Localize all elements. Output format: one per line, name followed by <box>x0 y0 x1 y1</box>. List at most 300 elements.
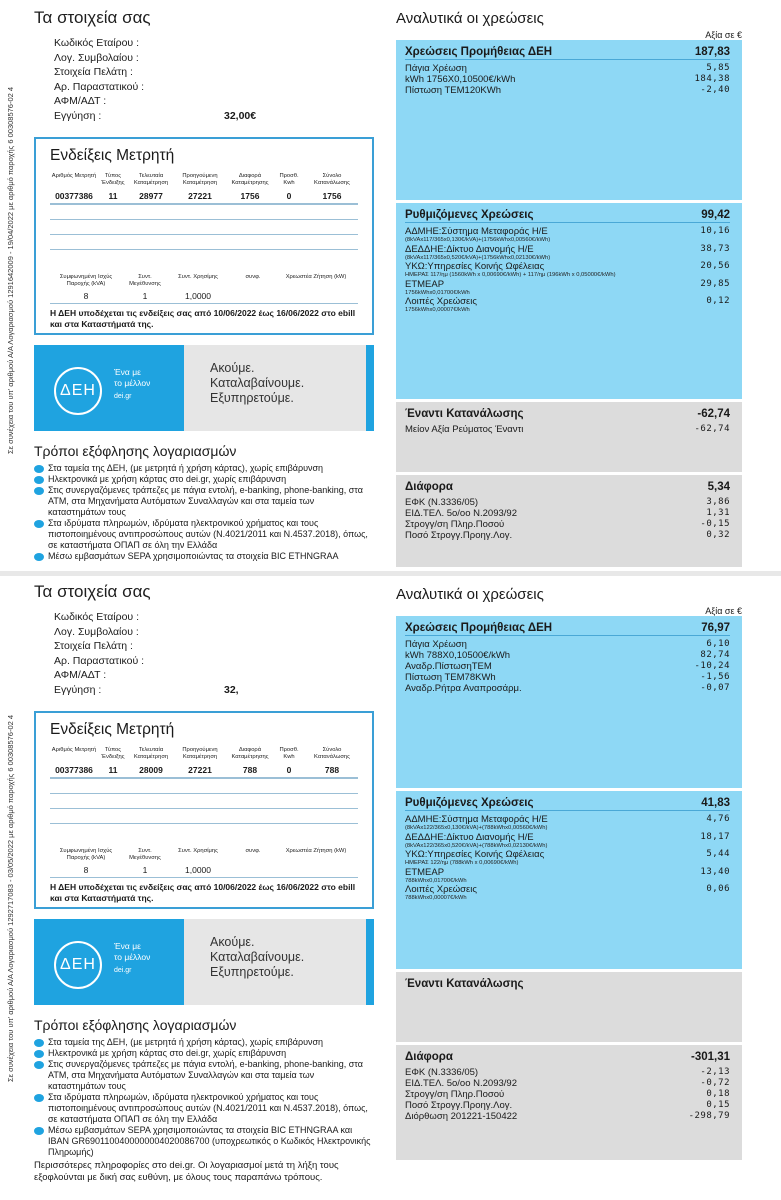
charge-label: ΑΔΜΗΕ:Σύστημα Μεταφοράς Η/Ε <box>405 814 548 825</box>
charge-label: ΑΔΜΗΕ:Σύστημα Μεταφοράς Η/Ε <box>405 226 548 237</box>
charge-line <box>405 639 730 650</box>
payment-item <box>34 1059 374 1092</box>
banner-logo-panel <box>34 345 184 431</box>
power-value: 1 <box>142 291 148 301</box>
meter-header: Προσθ. Κwh <box>279 747 299 760</box>
consumption-advance <box>396 972 742 1042</box>
dei-logo: ΔΕΗ <box>54 367 102 415</box>
charge-formula: (8kVAx122/365x0,130€/kVA)+(788kWhx0,00560€/kWh) <box>405 825 548 831</box>
charge-label: Αναδρ.ΠίστωσηΤΕΜ <box>405 661 492 672</box>
charge-label: Λοιπές Χρεώσεις <box>405 884 477 895</box>
power-header: Χρεωστέα Ζήτηση (kW) <box>285 274 347 280</box>
side-reference-text: Σε συνέχεια του υπ' αριθμού Α/Α Λογαριασμού 1291642009 - 19/04/2022 με αριθμό παροχής 6 00308576-02 4 <box>6 86 15 454</box>
meter-header-row <box>50 747 358 761</box>
payment-item <box>34 463 374 474</box>
meter-value: 27221 <box>188 191 212 201</box>
charge-label: Στρογγ/ση Πληρ.Ποσού <box>405 1089 505 1100</box>
value-column-label: Αξία σε € <box>705 606 742 616</box>
charge-value: -2,40 <box>700 85 730 95</box>
supply-title: Χρεώσεις Προμήθειας ΔΕΗ <box>405 46 553 58</box>
banner-line: Καταλαβαίνουμε. <box>210 376 305 390</box>
charge-label: Ποσό Στρογγ.Προηγ.Λογ. <box>405 1100 513 1111</box>
payment-title: Τρόποι εξόφλησης λογαριασμών <box>34 443 237 459</box>
details-label: ΑΦΜ/ΑΔΤ : <box>54 95 107 107</box>
charge-line <box>405 74 730 85</box>
details-label: Εγγύηση : <box>54 683 102 696</box>
payment-item <box>34 474 374 485</box>
details-row <box>34 80 374 95</box>
meter-value: 00377386 <box>55 191 93 201</box>
meter-value: 1756 <box>240 191 260 201</box>
banner-line: Ακούμε. <box>210 361 255 375</box>
power-header-row <box>50 848 358 862</box>
charge-line <box>405 832 730 850</box>
payment-item-text: Στις συνεργαζόμενες τράπεζες με πάγια εντολή, e-banking, phone-banking, στα ATM, στα Μηχανήματα Αυτόματων Συναλλαγών και στα ταμεία των καταστημάτων τους <box>48 485 363 517</box>
meter-value: 11 <box>108 765 118 775</box>
power-value: 1,0000 <box>185 291 211 301</box>
charge-line <box>405 650 730 661</box>
bullet-icon <box>34 476 44 484</box>
side-reference-text: Σε συνέχεια του υπ' αριθμού Α/Α Λογαριασμού 1292717083 - 03/05/2022 με αριθμό παροχής 6 00308576-02 4 <box>6 714 15 1082</box>
meter-value: 788 <box>324 765 340 775</box>
meter-value-row <box>50 191 358 201</box>
dei-logo: ΔΕΗ <box>54 941 102 989</box>
misc-charges <box>396 475 742 567</box>
payment-item-text: Στα ταμεία της ΔΕΗ, (με μετρητά ή χρήση κάρτας), χωρίς επιβάρυνση <box>48 463 324 473</box>
details-label: Εγγύηση : <box>54 109 102 122</box>
supply-header <box>405 46 730 60</box>
charge-label: Μείον Αξία Ρεύματος Έναντι <box>405 424 524 435</box>
charge-value: -10,24 <box>694 661 730 671</box>
charge-value: 38,73 <box>700 243 730 254</box>
details-value <box>204 94 224 109</box>
divider <box>50 793 358 808</box>
regulated-title: Ρυθμιζόμενες Χρεώσεις <box>405 797 534 809</box>
supply-total: 76,97 <box>701 622 730 634</box>
customer-column <box>34 8 374 562</box>
charge-value: -0,07 <box>700 683 730 693</box>
charge-label: ΕΦΚ (Ν.3336/05) <box>405 497 479 508</box>
meter-value: 0 <box>286 765 292 775</box>
charge-line <box>405 261 730 279</box>
details-label: ΑΦΜ/ΑΔΤ : <box>54 669 107 681</box>
charge-formula: (8kVAx122/365x0,520€/kVA)+(788kWhx0,02130€/kWh) <box>405 842 548 849</box>
charge-line <box>405 1111 730 1122</box>
meter-value: 27221 <box>188 765 212 775</box>
slogan-line: το μέλλον <box>114 378 151 388</box>
power-value-row <box>50 865 358 875</box>
charge-line <box>405 1100 730 1111</box>
details-value <box>204 80 224 95</box>
divider <box>50 204 358 219</box>
charge-formula: 788kWhx0,00007€/kWh <box>405 895 467 901</box>
meter-header: Τελευταία Καταμέτρηση <box>133 173 169 186</box>
banner-slogan <box>114 367 150 389</box>
charge-value: 6,10 <box>706 639 730 649</box>
banner-line: Καταλαβαίνουμε. <box>210 950 305 964</box>
details-value <box>204 668 224 683</box>
details-row <box>34 65 374 80</box>
guarantee-value: 32,00€ <box>224 109 257 122</box>
charge-line <box>405 849 730 867</box>
charge-value: -0,72 <box>700 1078 730 1088</box>
charge-line <box>405 63 730 74</box>
charge-formula: (8kVAx117/365x0,520€/kVA)+(1756kWhx0,02130€/kWh) <box>405 254 551 261</box>
consumption-total: -62,74 <box>697 408 730 420</box>
details-row <box>34 51 374 66</box>
charges-title: Αναλυτικά οι χρεώσεις <box>396 586 544 603</box>
charge-value: -0,15 <box>700 519 730 529</box>
details-row <box>34 625 374 640</box>
misc-total: -301,31 <box>690 1051 730 1063</box>
payment-item-text: Μέσω εμβασμάτων SEPA χρησιμοποιώντας τα στοιχεία BIC ETHNGRAA <box>48 551 339 561</box>
details-list <box>34 610 374 697</box>
charge-label: ΕΙΔ.ΤΕΛ. 5ο/οο Ν.2093/92 <box>405 508 517 519</box>
divider <box>50 778 358 793</box>
meter-note: Η ΔΕΗ υποδέχεται τις ενδείξεις σας από 10/06/2022 έως 16/06/2022 στο ebill και στα Καταστήματά της. <box>50 882 356 903</box>
payment-item <box>34 1092 374 1125</box>
charge-value: 184,38 <box>694 74 730 84</box>
divider <box>50 249 358 264</box>
charge-label: ΔΕΔΔΗΕ:Δίκτυο Διανομής Η/Ε <box>405 243 534 255</box>
misc-header <box>405 481 730 494</box>
meter-title: Ενδείξεις Μετρητή <box>50 147 175 164</box>
payment-item-text: Μέσω εμβασμάτων SEPA χρησιμοποιώντας τα στοιχεία BIC ETHNGRAA και IBAN GR6901100400000004020086700 (υποχρεωτικός ο Κωδικός Ηλεκτρονικής Πληρωμής) <box>48 1125 371 1157</box>
charge-label: kWh 788X0,10500€/kWh <box>405 650 511 661</box>
payment-item-text: Ηλεκτρονικά με χρήση κάρτας στο dei.gr, χωρίς επιβάρυνση <box>48 474 287 484</box>
meter-header: Αριθμός Μετρητή <box>51 747 97 753</box>
banner-slogan <box>114 941 150 963</box>
meter-value: 28009 <box>139 765 163 775</box>
bullet-icon <box>34 553 44 561</box>
payment-item <box>34 1037 374 1048</box>
banner-message <box>184 345 374 431</box>
misc-title: Διάφορα <box>405 1051 453 1063</box>
meter-value: 28977 <box>139 191 163 201</box>
charge-line <box>405 1078 730 1089</box>
details-list <box>34 36 374 123</box>
slogan-line: Ένα με <box>114 941 141 951</box>
divider <box>50 877 358 878</box>
power-value <box>278 291 354 301</box>
details-label: Στοιχεία Πελάτη : <box>54 640 133 652</box>
power-header: Συντ. Χρησίμης <box>178 848 218 854</box>
regulated-charges <box>396 791 742 969</box>
meter-header: Σύνολο Κατανάλωσης <box>314 173 350 186</box>
charge-label: Λοιπές Χρεώσεις <box>405 296 477 307</box>
payment-item <box>34 518 374 551</box>
payment-title: Τρόποι εξόφλησης λογαριασμών <box>34 1017 237 1033</box>
bullet-icon <box>34 487 44 495</box>
charge-line <box>405 1067 730 1078</box>
banner-site: dei.gr <box>114 393 132 400</box>
charge-formula: 788kWhx0,01700€/kWh <box>405 877 467 884</box>
charge-line <box>405 508 730 519</box>
charge-value: 10,16 <box>700 226 730 236</box>
power-header: Συντ. Μεγέθυνσης <box>129 848 161 861</box>
charge-line <box>405 1089 730 1100</box>
details-row <box>34 639 374 654</box>
meter-title: Ενδείξεις Μετρητή <box>50 721 175 738</box>
details-value <box>204 36 224 51</box>
charge-label: ΥΚΩ:Υπηρεσίες Κοινής Ωφέλειας <box>405 849 545 860</box>
banner-line: Εξυπηρετούμε. <box>210 965 294 979</box>
charge-label: ΕΙΔ.ΤΕΛ. 5ο/οο Ν.2093/92 <box>405 1078 517 1089</box>
meter-header: Διαφορά Καταμέτρησης <box>231 747 269 760</box>
slogan-line: το μέλλον <box>114 952 151 962</box>
charge-line <box>405 814 730 832</box>
details-row <box>34 109 374 124</box>
charge-value: 29,85 <box>700 278 730 289</box>
consumption-title: Έναντι Κατανάλωσης <box>405 408 524 420</box>
meter-header: Προηγούμενη Καταμέτρηση <box>182 747 218 760</box>
charges-column <box>396 586 742 1163</box>
details-title: Τα στοιχεία σας <box>34 582 151 601</box>
divider <box>50 823 358 838</box>
meter-header-row <box>50 173 358 187</box>
details-row <box>34 610 374 625</box>
details-row <box>34 668 374 683</box>
power-header: Συντ. Χρησίμης <box>178 274 218 280</box>
divider <box>0 571 781 576</box>
details-label: Αρ. Παραστατικού : <box>54 80 145 93</box>
charge-value: -2,13 <box>700 1067 730 1077</box>
banner-line: Εξυπηρετούμε. <box>210 391 294 405</box>
details-value <box>204 65 224 80</box>
payment-item-text: Στα ιδρύματα πληρωμών, ιδρύματα ηλεκτρονικού χρήματος και τους πιστοποιημένους αντιπροσώπους αυτών (Ν.4021/2011 και Ν.4537.2018), όπως, σε καταστήματα ΟΠΑΠ σε όλη την Ελλάδα <box>48 1092 368 1124</box>
power-value: 8 <box>83 291 89 301</box>
charge-label: Πάγια Χρέωση <box>405 63 467 74</box>
charge-value: 0,32 <box>706 530 730 540</box>
charge-line <box>405 683 730 694</box>
charge-value: 20,56 <box>700 261 730 271</box>
power-header: συνφ. <box>245 274 261 280</box>
banner-logo-panel <box>34 919 184 1005</box>
details-label: Στοιχεία Πελάτη : <box>54 66 133 78</box>
meter-header: Τελευταία Καταμέτρηση <box>133 747 169 760</box>
power-header-row <box>50 274 358 288</box>
payment-item-text: Στα ταμεία της ΔΕΗ, (με μετρητά ή χρήση κάρτας), χωρίς επιβάρυνση <box>48 1037 324 1047</box>
customer-column <box>34 582 374 1184</box>
payment-item <box>34 551 374 562</box>
supply-total: 187,83 <box>694 46 730 58</box>
supply-title: Χρεώσεις Προμήθειας ΔΕΗ <box>405 622 553 634</box>
dei-banner <box>34 919 374 1005</box>
charge-line <box>405 85 730 96</box>
charge-label: Πίστωση ΤΕΜ120KWh <box>405 85 501 96</box>
meter-header: Αριθμός Μετρητή <box>51 173 97 179</box>
charge-line <box>405 661 730 672</box>
meter-value: 788 <box>242 765 258 775</box>
payment-item <box>34 485 374 518</box>
banner-message <box>184 919 374 1005</box>
details-row <box>34 36 374 51</box>
guarantee-value: 32, <box>224 683 239 696</box>
misc-title: Διάφορα <box>405 481 453 493</box>
details-label: Κωδικός Εταίρου : <box>54 611 139 623</box>
meter-header: Διαφορά Καταμέτρησης <box>231 173 269 186</box>
charge-value: 18,17 <box>700 831 730 842</box>
meter-value-row <box>50 765 358 775</box>
details-label: Αρ. Παραστατικού : <box>54 654 145 667</box>
details-value <box>204 610 224 625</box>
details-value <box>204 51 224 66</box>
charge-value: 5,85 <box>706 63 730 73</box>
charge-line <box>405 867 730 885</box>
details-label: Λογ. Συμβολαίου : <box>54 51 139 64</box>
charge-label: ΕΦΚ (Ν.3336/05) <box>405 1067 479 1078</box>
value-column-label: Αξία σε € <box>705 30 742 40</box>
details-title: Τα στοιχεία σας <box>34 8 151 27</box>
charge-label: Στρογγ/ση Πληρ.Ποσού <box>405 519 505 530</box>
charge-formula: ΗΜΕΡΑΣ 122/ημ (788kWh x 0,00690€/kWh) <box>405 860 519 866</box>
charge-formula: ΗΜΕΡΑΣ 117/ημ (1560kWh x 0,00690€/kWh) + 117/ημ (196kWh x 0,05000€/kWh) <box>405 272 616 278</box>
payment-item-text: Στις συνεργαζόμενες τράπεζες με πάγια εντολή, e-banking, phone-banking, στα ATM, στα Μηχανήματα Αυτόματων Συναλλαγών και στα ταμεία των καταστημάτων τους <box>48 1059 363 1091</box>
charge-value: 0,15 <box>706 1100 730 1110</box>
bill-bottom <box>0 578 781 1200</box>
power-header: Συντ. Μεγέθυνσης <box>129 274 161 287</box>
meter-header: Τύπος Ένδειξης <box>101 747 125 760</box>
charge-line <box>405 279 730 297</box>
payment-methods <box>34 1017 374 1184</box>
consumption-header <box>405 408 730 421</box>
consumption-header <box>405 978 730 991</box>
charge-value: 0,06 <box>706 884 730 894</box>
meter-value: 1756 <box>322 191 342 201</box>
charge-label: ΥΚΩ:Υπηρεσίες Κοινής Ωφέλειας <box>405 261 545 272</box>
regulated-charges <box>396 203 742 399</box>
charge-line <box>405 497 730 508</box>
power-value: 1,0000 <box>185 865 211 875</box>
power-value: 1 <box>142 865 148 875</box>
charge-label: Πίστωση ΤΕΜ78KWh <box>405 672 496 683</box>
bullet-icon <box>34 1050 44 1058</box>
consumption-title: Έναντι Κατανάλωσης <box>405 978 524 990</box>
charge-formula: 1756kWhx0,00007€/kWh <box>405 307 470 313</box>
power-value: 8 <box>83 865 89 875</box>
charge-label: ΕΤΜΕΑΡ <box>405 278 445 290</box>
power-header: Χρεωστέα Ζήτηση (kW) <box>285 848 347 854</box>
charge-line <box>405 672 730 683</box>
power-header: Συμφωνημένη Ισχύς Παροχής (kVA) <box>59 274 113 287</box>
charge-formula: 1756kWhx0,01700€/kWh <box>405 289 470 296</box>
misc-total: 5,34 <box>707 481 730 493</box>
details-row <box>34 94 374 109</box>
power-value-row <box>50 291 358 301</box>
power-value <box>228 865 278 875</box>
details-value <box>204 639 224 654</box>
payment-item-text: Στα ιδρύματα πληρωμών, ιδρύματα ηλεκτρονικού χρήματος και τους πιστοποιημένους αντιπροσώπους αυτών (Ν.4021/2011 και Ν.4537.2018), όπως, σε καταστήματα ΟΠΑΠ σε όλη την Ελλάδα <box>48 518 368 550</box>
charge-label: ΔΕΔΔΗΕ:Δίκτυο Διανομής Η/Ε <box>405 831 534 843</box>
power-header: συνφ. <box>245 848 261 854</box>
charge-line <box>405 884 730 902</box>
details-row <box>34 654 374 669</box>
bullet-icon <box>34 465 44 473</box>
charge-value: 3,86 <box>706 497 730 507</box>
charge-line <box>405 519 730 530</box>
meter-readings-box <box>34 137 374 335</box>
payment-item <box>34 1048 374 1059</box>
banner-line: Ακούμε. <box>210 935 255 949</box>
meter-header: Σύνολο Κατανάλωσης <box>314 747 350 760</box>
charge-value: -62,74 <box>694 424 730 434</box>
power-value <box>228 291 278 301</box>
charge-formula: (8kVAx117/365x0,130€/kVA)+(1756kWhx0,00560€/kWh) <box>405 237 551 243</box>
payment-item-text: Ηλεκτρονικά με χρήση κάρτας στο dei.gr, χωρίς επιβάρυνση <box>48 1048 287 1058</box>
charge-line <box>405 296 730 314</box>
divider <box>50 303 358 304</box>
charge-value: 4,76 <box>706 814 730 824</box>
meter-note: Η ΔΕΗ υποδέχεται τις ενδείξεις σας από 10/06/2022 έως 16/06/2022 στο ebill και στα Καταστήματά της. <box>50 308 356 329</box>
payment-item <box>34 1125 374 1158</box>
misc-header <box>405 1051 730 1064</box>
charge-value: 5,44 <box>706 849 730 859</box>
bullet-icon <box>34 520 44 528</box>
misc-charges <box>396 1045 742 1160</box>
charge-label: Αναδρ.Ρήτρα Αναπροσάρμ. <box>405 683 522 694</box>
supply-charges <box>396 616 742 788</box>
details-value <box>204 654 224 669</box>
charge-line <box>405 244 730 262</box>
charge-line <box>405 226 730 244</box>
bullet-icon <box>34 1094 44 1102</box>
banner-site: dei.gr <box>114 967 132 974</box>
charge-label: ΕΤΜΕΑΡ <box>405 866 445 878</box>
power-header: Συμφωνημένη Ισχύς Παροχής (kVA) <box>59 848 113 861</box>
divider <box>50 808 358 823</box>
charge-label: Διόρθωση 201221-150422 <box>405 1111 518 1122</box>
consumption-advance <box>396 402 742 472</box>
divider <box>50 219 358 234</box>
details-label: Λογ. Συμβολαίου : <box>54 625 139 638</box>
charge-value: 1,31 <box>706 508 730 518</box>
bullet-icon <box>34 1127 44 1135</box>
slogan-line: Ένα με <box>114 367 141 377</box>
payment-methods <box>34 443 374 562</box>
charge-value: 82,74 <box>700 650 730 660</box>
dei-banner <box>34 345 374 431</box>
details-row <box>34 683 374 698</box>
regulated-header <box>405 209 730 223</box>
meter-value: 00377386 <box>55 765 93 775</box>
charge-value: -298,79 <box>688 1111 730 1121</box>
supply-header <box>405 622 730 636</box>
meter-value: 0 <box>286 191 292 201</box>
meter-value: 11 <box>108 191 118 201</box>
payment-more-info: Περισσότερες πληροφορίες στο dei.gr. Οι λογαριασμοί μετά τη λήξη τους εξοφλούνται με δική σας ευθύνη, με όλους τους παραπάνω τρόπους. <box>34 1160 339 1183</box>
divider <box>50 234 358 249</box>
meter-header: Προηγούμενη Καταμέτρηση <box>182 173 218 186</box>
charge-value: 0,12 <box>706 296 730 306</box>
bullet-icon <box>34 1061 44 1069</box>
regulated-header <box>405 797 730 811</box>
charge-value: -1,56 <box>700 672 730 682</box>
charge-value: 13,40 <box>700 866 730 877</box>
charge-line <box>405 424 730 435</box>
charge-line <box>405 530 730 541</box>
details-value <box>204 625 224 640</box>
charges-column <box>396 10 742 570</box>
details-label: Κωδικός Εταίρου : <box>54 37 139 49</box>
supply-charges <box>396 40 742 200</box>
bullet-icon <box>34 1039 44 1047</box>
bill-top <box>0 0 781 570</box>
regulated-total: 99,42 <box>701 209 730 221</box>
charge-value: 0,18 <box>706 1089 730 1099</box>
charge-label: kWh 1756X0,10500€/kWh <box>405 74 516 85</box>
regulated-title: Ρυθμιζόμενες Χρεώσεις <box>405 209 534 221</box>
charge-label: Ποσό Στρογγ.Προηγ.Λογ. <box>405 530 513 541</box>
